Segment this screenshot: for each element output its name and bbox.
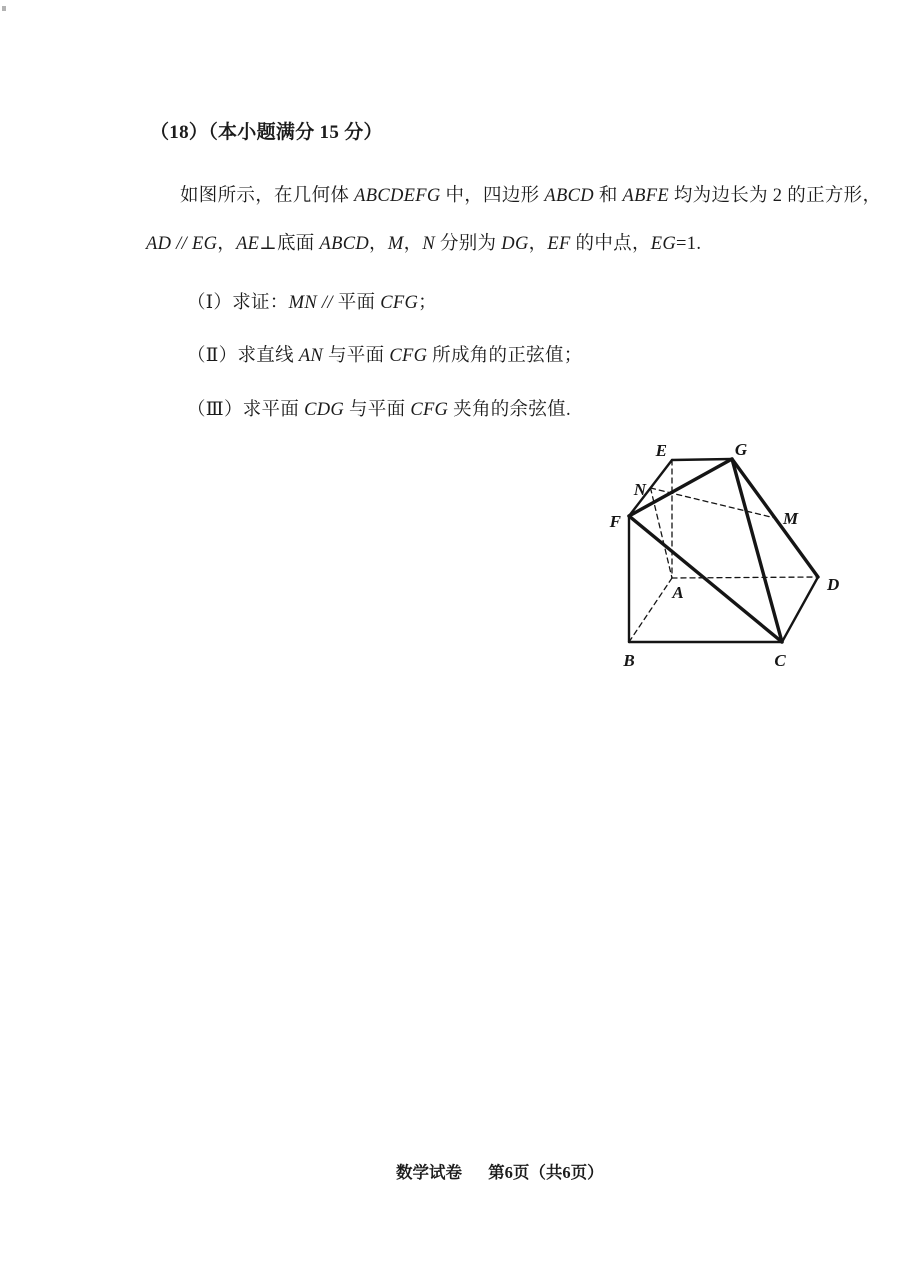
page-footer	[396, 1159, 604, 1183]
edge-AD	[672, 577, 818, 578]
vertex-label-B: B	[623, 651, 635, 670]
edge-CD	[782, 577, 818, 642]
problem-statement-line-1: 如图所示，在几何体 ABCDEFG 中，四边形 ABCD 和 ABFE 均为边长为 2 的正方形，	[180, 186, 882, 206]
edge-GC	[732, 459, 782, 642]
vertex-label-D: D	[827, 575, 840, 594]
problem-statement-line-2: AD // EG，AE⊥底面 ABCD，M，N 分别为 DG，EF 的中点，EG=1.	[146, 234, 702, 254]
vertex-label-M: M	[783, 509, 799, 528]
edge-EG	[672, 459, 732, 460]
vertex-label-G: G	[734, 440, 748, 459]
edge-GD	[732, 459, 818, 577]
vertex-label-A: A	[672, 583, 684, 602]
vertex-label-N: N	[633, 480, 646, 499]
problem-number-heading: （18）（本小题满分 15 分）	[150, 122, 383, 143]
edge-FC	[629, 516, 782, 642]
scan-artifact	[2, 6, 6, 11]
problem-part-1: （Ⅰ）求证：MN // 平面 CFG；	[187, 293, 437, 313]
footer-page-indicator: 第6页（共6页）	[488, 1163, 604, 1182]
vertex-label-E: E	[655, 441, 667, 460]
geometry-figure	[588, 428, 858, 680]
vertex-label-C: C	[774, 651, 786, 670]
footer-doc-name: 数学试卷	[396, 1163, 462, 1182]
problem-part-3: （Ⅲ）求平面 CDG 与平面 CFG 夹角的余弦值.	[187, 400, 571, 420]
edge-AB	[629, 578, 672, 642]
problem-part-2: （Ⅱ）求直线 AN 与平面 CFG 所成角的正弦值；	[187, 346, 583, 366]
vertex-label-F: F	[609, 512, 621, 531]
